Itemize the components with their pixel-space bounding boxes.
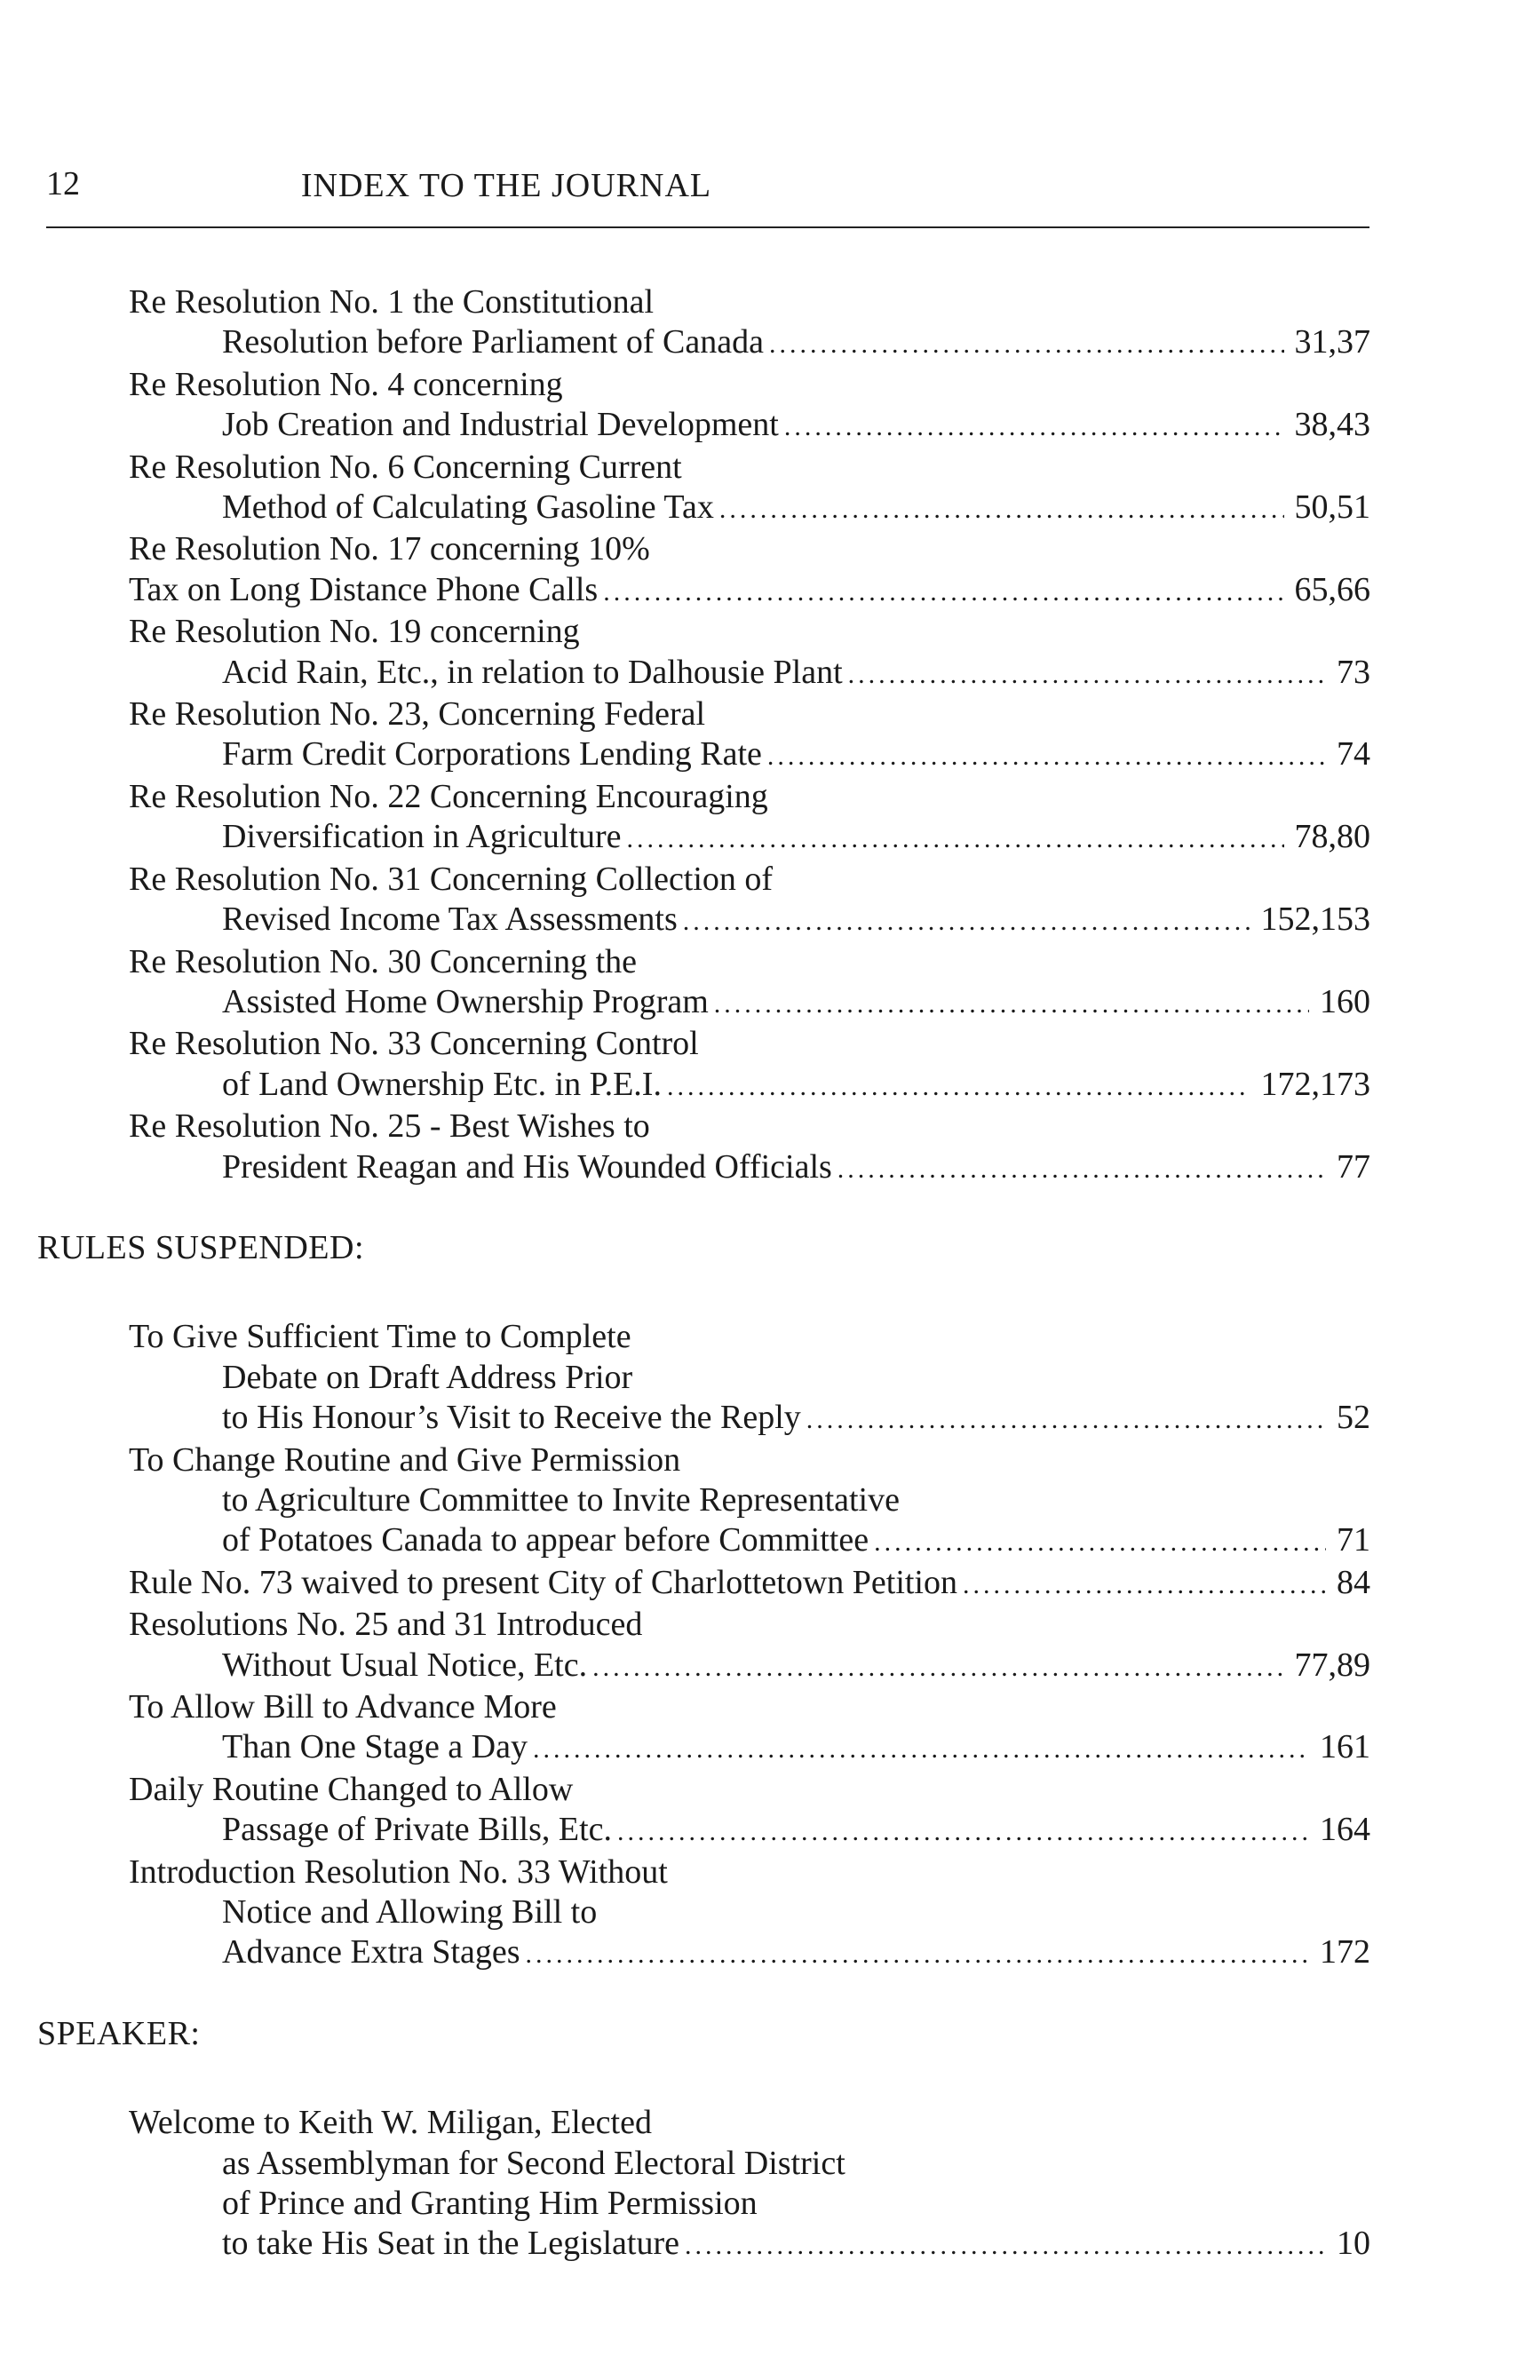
leader-dots xyxy=(767,736,1326,776)
leader-dots xyxy=(617,1812,1309,1852)
entry-line-with-page xyxy=(0,653,1370,694)
entry-line: To Give Sufficient Time to Complete xyxy=(129,1318,631,1356)
page-reference: 172 xyxy=(1320,1933,1370,1971)
entry-line: Re Resolution No. 17 concerning 10% xyxy=(129,530,650,568)
leader-dots xyxy=(714,984,1309,1024)
entry-line-with-page xyxy=(0,900,1370,941)
index-entry xyxy=(0,1770,1540,1852)
leader-dots xyxy=(533,1729,1309,1769)
entry-text: Rule No. 73 waived to present City of Charlottetown Petition xyxy=(129,1563,957,1601)
section-heading: SPEAKER: xyxy=(37,2014,201,2052)
index-entry xyxy=(0,2103,1540,2266)
entry-line: Notice and Allowing Bill to xyxy=(222,1893,598,1932)
entry-line-with-page xyxy=(0,570,1370,612)
entry-line: To Change Routine and Give Permission xyxy=(129,1440,681,1479)
leader-dots xyxy=(592,1647,1283,1687)
page-reference: 77 xyxy=(1337,1147,1370,1186)
page-reference: 10 xyxy=(1337,2225,1370,2263)
index-entry xyxy=(0,1440,1540,1563)
entry-line: Re Resolution No. 33 Concerning Control xyxy=(129,1025,699,1063)
entry-text: to take His Seat in the Legislature xyxy=(222,2225,679,2263)
leader-dots xyxy=(769,324,1284,364)
entry-line: Re Resolution No. 30 Concerning the xyxy=(129,942,638,980)
index-entry xyxy=(0,1687,1540,1770)
index-entry xyxy=(0,1563,1540,1605)
entry-line: Re Resolution No. 6 Concerning Current xyxy=(129,448,682,486)
section-heading: RULES SUSPENDED: xyxy=(37,1228,364,1266)
entry-line-with-page xyxy=(0,1646,1370,1687)
entry-line: Introduction Resolution No. 33 Without xyxy=(129,1852,668,1891)
page-reference: 65,66 xyxy=(1294,570,1370,608)
index-entry xyxy=(0,529,1540,612)
page-reference: 73 xyxy=(1337,653,1370,691)
entry-text: Diversification in Agriculture xyxy=(222,818,622,856)
page-reference: 164 xyxy=(1320,1811,1370,1849)
entry-line: Re Resolution No. 4 concerning xyxy=(129,365,563,403)
index-entry xyxy=(0,1852,1540,1975)
leader-dots xyxy=(874,1522,1326,1562)
entry-line: To Allow Bill to Advance More xyxy=(129,1688,557,1726)
entry-text: Tax on Long Distance Phone Calls xyxy=(129,570,599,608)
entry-line-with-page xyxy=(0,1398,1370,1440)
entry-line-with-page xyxy=(0,1727,1370,1769)
page-reference: 74 xyxy=(1337,735,1370,774)
entry-text: President Reagan and His Wounded Officials xyxy=(222,1147,832,1186)
index-entry xyxy=(0,942,1540,1025)
leader-dots xyxy=(848,654,1326,694)
page-reference: 172,173 xyxy=(1260,1065,1370,1103)
index-entry xyxy=(0,1605,1540,1687)
entry-line: to Agriculture Committee to Invite Representative xyxy=(222,1480,900,1519)
entry-text: Than One Stage a Day xyxy=(222,1728,528,1766)
entry-line-with-page xyxy=(0,982,1370,1024)
page-reference: 38,43 xyxy=(1294,406,1370,444)
leader-dots xyxy=(667,1067,1250,1107)
header-rule xyxy=(46,226,1369,228)
page-reference: 152,153 xyxy=(1260,900,1370,939)
entry-line-with-page xyxy=(0,734,1370,776)
index-content xyxy=(0,282,1540,2266)
entry-text: Passage of Private Bills, Etc. xyxy=(222,1811,613,1849)
page-reference: 77,89 xyxy=(1294,1646,1370,1684)
entry-text: of Potatoes Canada to appear before Committee xyxy=(222,1521,869,1559)
index-entry xyxy=(0,448,1540,530)
entry-line: Debate on Draft Address Prior xyxy=(222,1358,633,1396)
index-entry xyxy=(0,860,1540,942)
entry-text: to His Honour’s Visit to Receive the Reply xyxy=(222,1399,801,1437)
page-reference: 84 xyxy=(1337,1563,1370,1601)
entry-line-with-page xyxy=(0,1810,1370,1852)
index-entry xyxy=(0,282,1540,365)
entry-line-with-page xyxy=(0,1065,1370,1107)
running-title: INDEX TO THE JOURNAL xyxy=(300,167,712,204)
entry-line-with-page xyxy=(0,322,1370,364)
entry-line-with-page xyxy=(0,1932,1370,1974)
entry-line: Welcome to Keith W. Miligan, Elected xyxy=(129,2104,652,2142)
entry-line-with-page xyxy=(0,1147,1370,1189)
entry-line: Daily Routine Changed to Allow xyxy=(129,1770,574,1808)
leader-dots xyxy=(837,1149,1326,1189)
page-reference: 71 xyxy=(1337,1521,1370,1559)
entry-text: Farm Credit Corporations Lending Rate xyxy=(222,735,762,774)
entry-line-with-page xyxy=(0,2224,1370,2265)
entry-line-with-page xyxy=(0,488,1370,529)
leader-dots xyxy=(685,2225,1326,2265)
page-reference: 52 xyxy=(1337,1399,1370,1437)
entry-line-with-page xyxy=(0,817,1370,859)
entry-line-with-page xyxy=(0,1563,1370,1605)
entry-line: Re Resolution No. 19 concerning xyxy=(129,613,580,651)
leader-dots xyxy=(963,1565,1326,1605)
page-reference: 31,37 xyxy=(1294,323,1370,361)
entry-line: Re Resolution No. 25 - Best Wishes to xyxy=(129,1107,650,1146)
entry-text: of Land Ownership Etc. in P.E.I. xyxy=(222,1065,662,1103)
leader-dots xyxy=(627,819,1284,859)
page-reference: 50,51 xyxy=(1294,488,1370,527)
page-reference: 160 xyxy=(1320,982,1370,1020)
index-entry xyxy=(0,694,1540,777)
page-number: 12 xyxy=(46,165,80,202)
entry-line-with-page xyxy=(0,1520,1370,1562)
entry-text: Resolution before Parliament of Canada xyxy=(222,323,764,361)
index-entry xyxy=(0,365,1540,448)
index-entry xyxy=(0,1107,1540,1189)
entry-text: Revised Income Tax Assessments xyxy=(222,900,678,939)
entry-text: Job Creation and Industrial Development xyxy=(222,406,779,444)
entry-line: Re Resolution No. 31 Concerning Collection of xyxy=(129,860,774,898)
index-entry xyxy=(0,1317,1540,1440)
entry-text: Acid Rain, Etc., in relation to Dalhousie Plant xyxy=(222,653,843,691)
entry-text: Without Usual Notice, Etc. xyxy=(222,1646,588,1684)
entry-line: Re Resolution No. 23, Concerning Federal xyxy=(129,695,706,734)
entry-text: Advance Extra Stages xyxy=(222,1933,520,1971)
entry-line: Resolutions No. 25 and 31 Introduced xyxy=(129,1606,643,1644)
entry-text: Method of Calculating Gasoline Tax xyxy=(222,488,714,527)
leader-dots xyxy=(603,572,1283,612)
index-entry xyxy=(0,612,1540,694)
page-reference: 78,80 xyxy=(1294,818,1370,856)
entry-line: as Assemblyman for Second Electoral District xyxy=(222,2144,845,2182)
leader-dots xyxy=(784,407,1284,447)
leader-dots xyxy=(683,901,1250,941)
leader-dots xyxy=(806,1400,1326,1440)
entry-line: Re Resolution No. 22 Concerning Encouraging xyxy=(129,777,768,815)
entry-line-with-page xyxy=(0,405,1370,447)
index-entry xyxy=(0,1024,1540,1107)
page-reference: 161 xyxy=(1320,1728,1370,1766)
entry-line: Re Resolution No. 1 the Constitutional xyxy=(129,283,655,321)
entry-text: Assisted Home Ownership Program xyxy=(222,982,709,1020)
leader-dots xyxy=(719,489,1284,529)
entry-line: of Prince and Granting Him Permission xyxy=(222,2185,758,2223)
index-entry xyxy=(0,777,1540,860)
leader-dots xyxy=(526,1934,1309,1974)
